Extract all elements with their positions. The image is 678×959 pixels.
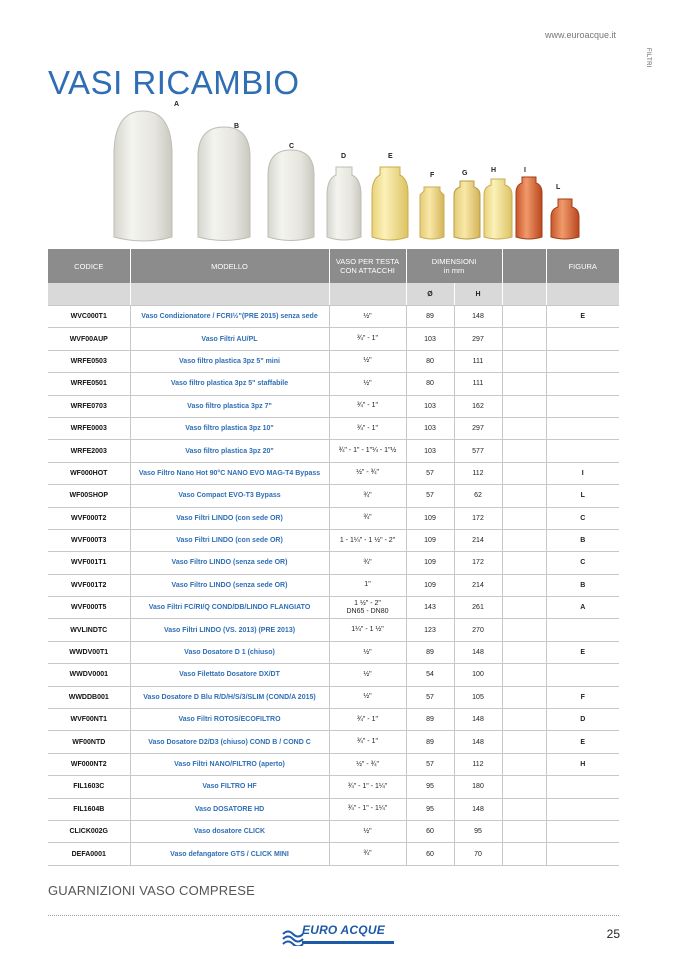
- dimensioni-label: DIMENSIONI: [431, 257, 477, 266]
- diameter-cell: 80: [406, 373, 454, 395]
- model-cell: Vaso Compact EVO-T3 Bypass: [130, 485, 329, 507]
- table-row: [48, 306, 619, 328]
- height-cell: 111: [454, 350, 502, 372]
- col-header-modello: MODELLO: [130, 249, 329, 283]
- table-row: [48, 731, 619, 753]
- connection-cell: ¾" - 1" - 1¼": [329, 798, 406, 820]
- blank-cell: [502, 753, 546, 775]
- table-row: [48, 507, 619, 529]
- code-cell: WVF000T5: [48, 597, 130, 619]
- connection-cell: ¾": [329, 507, 406, 529]
- code-cell: CLICK002G: [48, 820, 130, 842]
- page-number: 25: [606, 927, 620, 941]
- col-header-dimensioni: [406, 249, 502, 283]
- height-cell: 270: [454, 619, 502, 641]
- figure-cell: D: [546, 709, 619, 731]
- blank-cell: [502, 485, 546, 507]
- figure-cell: C: [546, 552, 619, 574]
- figure-cell: E: [546, 641, 619, 663]
- table-row: [48, 395, 619, 417]
- code-cell: WRFE0703: [48, 395, 130, 417]
- height-cell: 577: [454, 440, 502, 462]
- height-cell: 297: [454, 417, 502, 439]
- blank-cell: [502, 507, 546, 529]
- col-header-blank: [502, 249, 546, 283]
- diameter-cell: 103: [406, 395, 454, 417]
- blank-cell: [502, 731, 546, 753]
- diameter-cell: 109: [406, 529, 454, 551]
- section-tab-label: FILTRI: [645, 48, 651, 68]
- height-cell: 162: [454, 395, 502, 417]
- connection-cell: ½": [329, 686, 406, 708]
- model-cell: Vaso filtro plastica 3pz 5" mini: [130, 350, 329, 372]
- table-row: [48, 328, 619, 350]
- vases-illustration: [110, 95, 590, 245]
- model-cell: Vaso Filtri LINDO (con sede OR): [130, 529, 329, 551]
- blank-cell: [502, 597, 546, 619]
- table-row: [48, 485, 619, 507]
- product-photo: [110, 95, 590, 245]
- table-row: [48, 798, 619, 820]
- model-cell: Vaso filtro plastica 3pz 5" staffabile: [130, 373, 329, 395]
- diameter-cell: 57: [406, 753, 454, 775]
- height-cell: 172: [454, 507, 502, 529]
- connection-cell: 1¼" - 1 ½": [329, 619, 406, 641]
- logo-underline: [302, 941, 394, 945]
- footer-note: GUARNIZIONI VASO COMPRESE: [48, 883, 256, 898]
- height-cell: 214: [454, 529, 502, 551]
- connection-cell: ½": [329, 373, 406, 395]
- connection-cell: ¾" - 1": [329, 731, 406, 753]
- model-cell: Vaso Dosatore D2/D3 (chiuso) COND B / COND C: [130, 731, 329, 753]
- connection-cell: 1 - 1¼" - 1 ½" - 2": [329, 529, 406, 551]
- model-cell: Vaso filtro plastica 3pz 20": [130, 440, 329, 462]
- col-subheader-diam: Ø: [406, 283, 454, 306]
- figure-cell: [546, 395, 619, 417]
- height-cell: 100: [454, 664, 502, 686]
- diameter-cell: 60: [406, 843, 454, 865]
- table-row: [48, 619, 619, 641]
- diameter-cell: 123: [406, 619, 454, 641]
- col-subheader-h: H: [454, 283, 502, 306]
- table-row: [48, 597, 619, 619]
- vase-d: [327, 167, 361, 240]
- model-cell: Vaso Filtri FC/RI/Q COND/DB/LINDO FLANGIATO: [130, 597, 329, 619]
- table-row: [48, 709, 619, 731]
- height-cell: 261: [454, 597, 502, 619]
- connection-cell: ¾": [329, 552, 406, 574]
- code-cell: WVF000T2: [48, 507, 130, 529]
- code-cell: FIL1604B: [48, 798, 130, 820]
- figure-cell: I: [546, 462, 619, 484]
- code-cell: WRFE0501: [48, 373, 130, 395]
- table-row: [48, 529, 619, 551]
- figure-cell: [546, 373, 619, 395]
- height-cell: 172: [454, 552, 502, 574]
- blank-cell: [502, 529, 546, 551]
- height-cell: 297: [454, 328, 502, 350]
- blank-cell: [502, 462, 546, 484]
- model-cell: Vaso Filtri AU/PL: [130, 328, 329, 350]
- blank-cell: [502, 820, 546, 842]
- connection-cell: ¾" - 1" - 1¼": [329, 776, 406, 798]
- col-header-vaso: VASO PER TESTA CON ATTACCHI: [329, 249, 406, 283]
- section-tab: [642, 48, 652, 68]
- figure-cell: [546, 843, 619, 865]
- vase-i: [516, 177, 542, 239]
- blank-cell: [502, 440, 546, 462]
- vase-label-a: A: [174, 101, 180, 108]
- figure-cell: [546, 440, 619, 462]
- connection-cell: ½" - ¾": [329, 462, 406, 484]
- vase-a: [114, 111, 172, 241]
- vase-g: [454, 181, 480, 239]
- height-cell: 95: [454, 820, 502, 842]
- table-header-row: [48, 249, 619, 283]
- connection-cell: ¾": [329, 843, 406, 865]
- connection-cell: ¾" - 1" - 1"¼ - 1"½: [329, 440, 406, 462]
- figure-cell: H: [546, 753, 619, 775]
- model-cell: Vaso Filtro Nano Hot 90°C NANO EVO MAG-T4 Bypass: [130, 462, 329, 484]
- model-cell: Vaso Filtro LINDO (senza sede OR): [130, 574, 329, 596]
- figure-cell: E: [546, 731, 619, 753]
- code-cell: WRFE0503: [48, 350, 130, 372]
- vase-e: [372, 167, 408, 240]
- brand-logo: [282, 922, 394, 946]
- figure-cell: F: [546, 686, 619, 708]
- vase-h: [484, 179, 512, 239]
- model-cell: Vaso Condizionatore / FCRI½"(PRE 2015) senza sede: [130, 306, 329, 328]
- blank-cell: [502, 686, 546, 708]
- table-row: [48, 843, 619, 865]
- model-cell: Vaso Dosatore D 1 (chiuso): [130, 641, 329, 663]
- diameter-cell: 57: [406, 485, 454, 507]
- code-cell: WF00SHOP: [48, 485, 130, 507]
- figure-cell: A: [546, 597, 619, 619]
- model-cell: Vaso Filettato Dosatore DX/DT: [130, 664, 329, 686]
- logo-wave-icon: [282, 924, 304, 946]
- height-cell: 112: [454, 462, 502, 484]
- model-cell: Vaso Filtri ROTOS/ECOFILTRO: [130, 709, 329, 731]
- model-cell: Vaso filtro plastica 3pz 10": [130, 417, 329, 439]
- model-cell: Vaso FILTRO HF: [130, 776, 329, 798]
- model-cell: Vaso Filtro LINDO (senza sede OR): [130, 552, 329, 574]
- blank-cell: [502, 574, 546, 596]
- height-cell: 62: [454, 485, 502, 507]
- vase-b: [198, 127, 250, 241]
- code-cell: WVF001T2: [48, 574, 130, 596]
- diameter-cell: 143: [406, 597, 454, 619]
- code-cell: WWDDB001: [48, 686, 130, 708]
- height-cell: 148: [454, 641, 502, 663]
- height-cell: 148: [454, 798, 502, 820]
- connection-cell: ½": [329, 641, 406, 663]
- connection-cell: ½": [329, 306, 406, 328]
- blank-cell: [502, 776, 546, 798]
- table-row: [48, 462, 619, 484]
- page-title: VASI RICAMBIO: [48, 64, 300, 101]
- table-row: [48, 440, 619, 462]
- blank-cell: [502, 373, 546, 395]
- connection-cell: 1": [329, 574, 406, 596]
- col-header-codice: CODICE: [48, 249, 130, 283]
- height-cell: 214: [454, 574, 502, 596]
- code-cell: WVLINDTC: [48, 619, 130, 641]
- connection-cell: ½": [329, 664, 406, 686]
- code-cell: DEFA0001: [48, 843, 130, 865]
- diameter-cell: 57: [406, 686, 454, 708]
- blank-cell: [502, 843, 546, 865]
- spec-table: [48, 249, 619, 866]
- blank-cell: [502, 350, 546, 372]
- dimensioni-unit: in mm: [443, 266, 465, 275]
- diameter-cell: 109: [406, 507, 454, 529]
- diameter-cell: 57: [406, 462, 454, 484]
- connection-cell: ½": [329, 820, 406, 842]
- code-cell: WWDV00T1: [48, 641, 130, 663]
- blank-cell: [502, 395, 546, 417]
- figure-cell: B: [546, 529, 619, 551]
- code-cell: FIL1603C: [48, 776, 130, 798]
- blank-cell: [502, 328, 546, 350]
- model-cell: Vaso Filtri NANO/FILTRO (aperto): [130, 753, 329, 775]
- table-row: [48, 552, 619, 574]
- model-cell: Vaso filtro plastica 3pz 7": [130, 395, 329, 417]
- diameter-cell: 80: [406, 350, 454, 372]
- vase-label-h: H: [491, 167, 497, 174]
- table-row: [48, 753, 619, 775]
- connection-cell: ½": [329, 350, 406, 372]
- blank-cell: [502, 798, 546, 820]
- table-row: [48, 350, 619, 372]
- height-cell: 148: [454, 709, 502, 731]
- figure-cell: C: [546, 507, 619, 529]
- vase-label-f: F: [430, 172, 435, 179]
- blank-cell: [502, 619, 546, 641]
- blank-cell: [502, 417, 546, 439]
- model-cell: Vaso defangatore GTS / CLICK MINI: [130, 843, 329, 865]
- model-cell: Vaso Filtri LINDO (VS. 2013) (PRE 2013): [130, 619, 329, 641]
- table-row: [48, 417, 619, 439]
- divider: [48, 915, 619, 916]
- table-row: [48, 373, 619, 395]
- col-header-figura: FIGURA: [546, 249, 619, 283]
- vase-c: [268, 150, 314, 241]
- figure-cell: [546, 798, 619, 820]
- connection-cell: ¾" - 1": [329, 328, 406, 350]
- blank-cell: [502, 709, 546, 731]
- blank-cell: [502, 552, 546, 574]
- connection-cell: ¾" - 1": [329, 395, 406, 417]
- code-cell: WVF00AUP: [48, 328, 130, 350]
- code-cell: WF00NTD: [48, 731, 130, 753]
- code-cell: WF000NT2: [48, 753, 130, 775]
- figure-cell: [546, 664, 619, 686]
- table-row: [48, 641, 619, 663]
- code-cell: WF000HOT: [48, 462, 130, 484]
- height-cell: 111: [454, 373, 502, 395]
- code-cell: WRFE0003: [48, 417, 130, 439]
- diameter-cell: 89: [406, 709, 454, 731]
- blank-cell: [502, 306, 546, 328]
- vase-label-e: E: [388, 153, 393, 160]
- diameter-cell: 109: [406, 552, 454, 574]
- connection-cell: ¾" - 1": [329, 709, 406, 731]
- code-cell: WVF001T1: [48, 552, 130, 574]
- code-cell: WWDV0001: [48, 664, 130, 686]
- model-cell: Vaso dosatore CLICK: [130, 820, 329, 842]
- diameter-cell: 89: [406, 306, 454, 328]
- connection-cell: ¾": [329, 485, 406, 507]
- figure-cell: E: [546, 306, 619, 328]
- vase-label-c: C: [289, 143, 295, 150]
- table-subheader-row: [48, 283, 619, 306]
- code-cell: WVF00NT1: [48, 709, 130, 731]
- connection-cell: ½" - ¾": [329, 753, 406, 775]
- height-cell: 148: [454, 306, 502, 328]
- vase-label-d: D: [341, 153, 347, 160]
- table-row: [48, 686, 619, 708]
- diameter-cell: 95: [406, 798, 454, 820]
- connection-cell: ¾" - 1": [329, 417, 406, 439]
- height-cell: 70: [454, 843, 502, 865]
- model-cell: Vaso DOSATORE HD: [130, 798, 329, 820]
- code-cell: WRFE2003: [48, 440, 130, 462]
- diameter-cell: 54: [406, 664, 454, 686]
- logo-text: EURO ACQUE: [302, 923, 385, 937]
- vase-label-g: G: [462, 170, 468, 177]
- vase-f: [420, 187, 444, 239]
- site-url[interactable]: www.euroacque.it: [544, 30, 616, 40]
- connection-line-1: 1 ½" - 2": [354, 599, 381, 607]
- height-cell: 112: [454, 753, 502, 775]
- diameter-cell: 89: [406, 731, 454, 753]
- model-cell: Vaso Filtri LINDO (con sede OR): [130, 507, 329, 529]
- model-cell: Vaso Dosatore D Blu R/D/H/S/3/SLIM (COND/A 2015): [130, 686, 329, 708]
- figure-cell: [546, 328, 619, 350]
- table-row: [48, 664, 619, 686]
- figure-cell: L: [546, 485, 619, 507]
- blank-cell: [502, 641, 546, 663]
- figure-cell: [546, 619, 619, 641]
- table-row: [48, 820, 619, 842]
- diameter-cell: 60: [406, 820, 454, 842]
- table-row: [48, 776, 619, 798]
- diameter-cell: 103: [406, 417, 454, 439]
- diameter-cell: 109: [406, 574, 454, 596]
- figure-cell: B: [546, 574, 619, 596]
- height-cell: 105: [454, 686, 502, 708]
- vase-label-b: B: [234, 123, 240, 130]
- diameter-cell: 103: [406, 328, 454, 350]
- blank-cell: [502, 664, 546, 686]
- figure-cell: [546, 350, 619, 372]
- diameter-cell: 89: [406, 641, 454, 663]
- figure-cell: [546, 417, 619, 439]
- connection-cell: [329, 597, 406, 619]
- vase-label-i: I: [524, 167, 526, 174]
- figure-cell: [546, 820, 619, 842]
- code-cell: WVC000T1: [48, 306, 130, 328]
- figure-cell: [546, 776, 619, 798]
- table-row: [48, 574, 619, 596]
- diameter-cell: 95: [406, 776, 454, 798]
- code-cell: WVF000T3: [48, 529, 130, 551]
- diameter-cell: 103: [406, 440, 454, 462]
- vase-l: [551, 199, 579, 239]
- connection-line-2: DN65 - DN80: [346, 607, 389, 615]
- vase-label-l: L: [556, 184, 561, 191]
- height-cell: 148: [454, 731, 502, 753]
- height-cell: 180: [454, 776, 502, 798]
